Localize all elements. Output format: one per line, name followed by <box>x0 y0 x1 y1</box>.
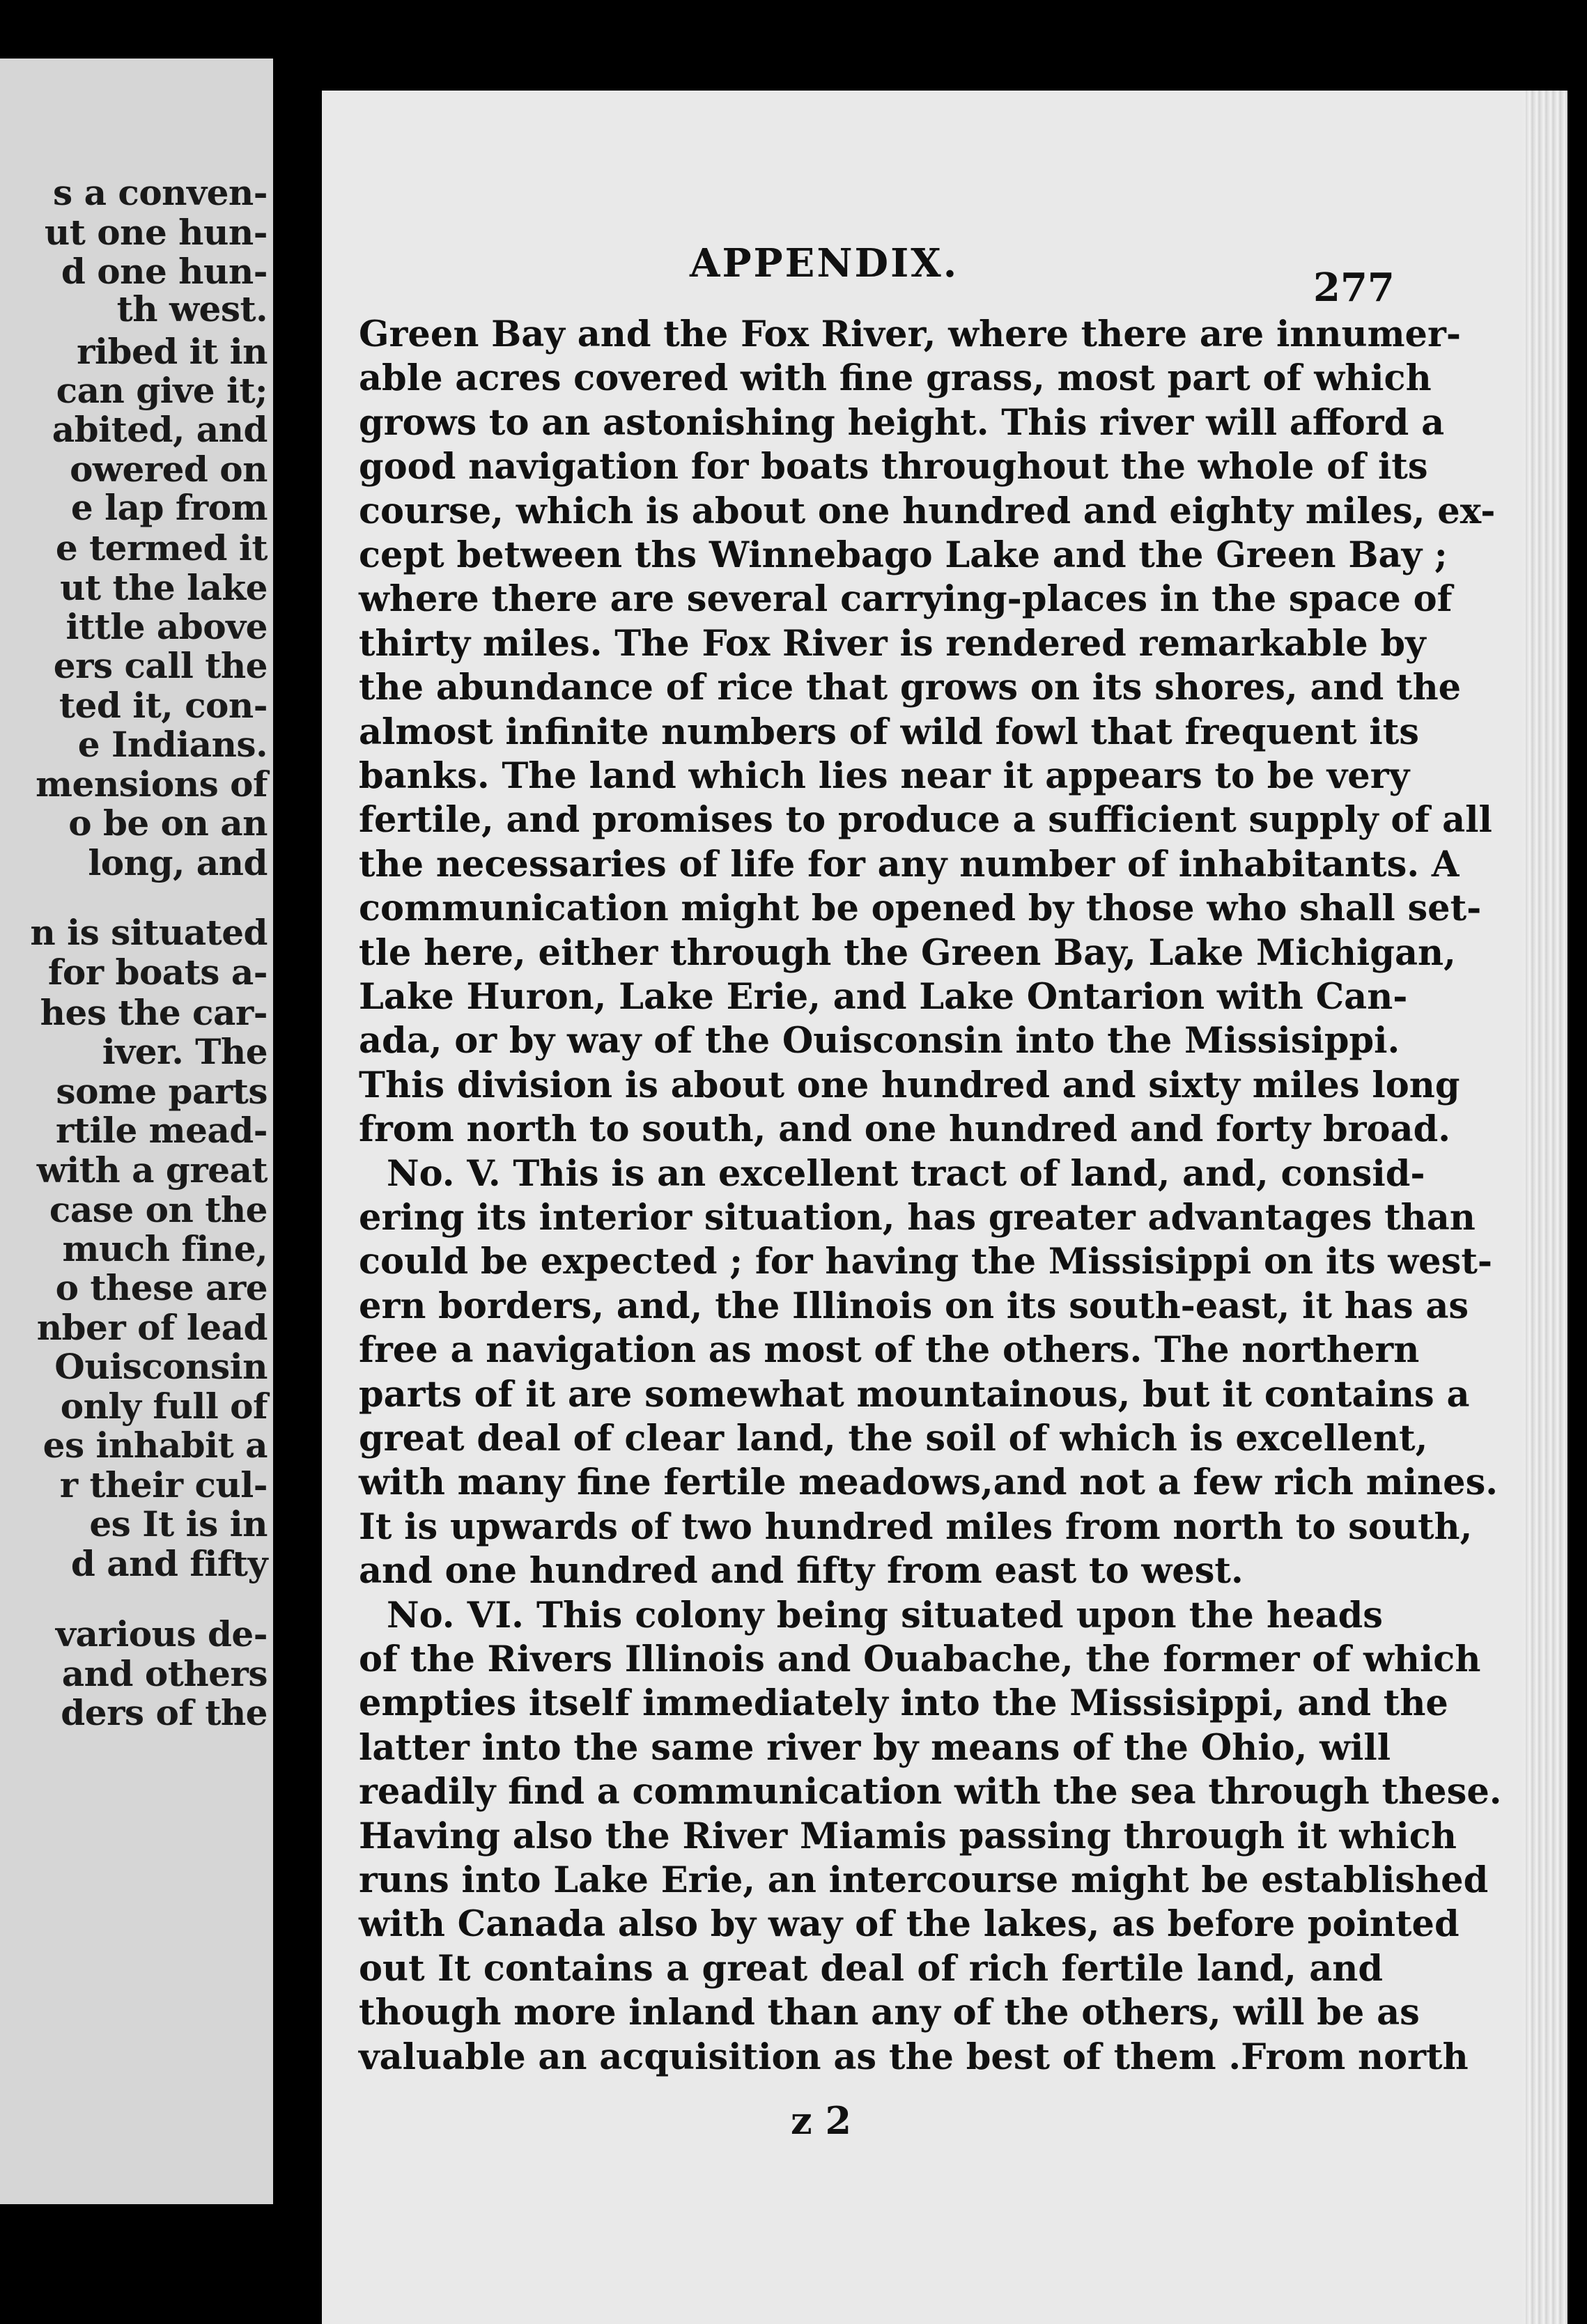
body-line: able acres covered with fine grass, most part of which <box>359 357 1432 399</box>
left-page-line: ted it, con- <box>59 685 268 726</box>
body-line: No. V. This is an excellent tract of land, and, consid- <box>387 1153 1425 1195</box>
body-line: banks. The land which lies near it appears to be very <box>359 755 1410 797</box>
body-line: Lake Huron, Lake Erie, and Lake Ontarion with Can- <box>359 976 1408 1018</box>
left-page-line: s a conven- <box>53 172 268 213</box>
body-line: from north to south, and one hundred and forty broad. <box>359 1108 1450 1150</box>
body-line: with Canada also by way of the lakes, as before pointed <box>359 1903 1460 1945</box>
left-page-line: e termed it <box>55 527 268 568</box>
running-head: APPENDIX. <box>690 240 959 286</box>
body-line: ering its interior situation, has greater advantages than <box>359 1197 1476 1239</box>
left-page-line: long, and <box>88 842 268 883</box>
body-line: ern borders, and, the Illinois on its south-east, it has as <box>359 1285 1469 1327</box>
left-page-line: rtile mead- <box>56 1110 268 1151</box>
body-line: the necessaries of life for any number of inhabitants. A <box>359 844 1460 885</box>
page-number: 277 <box>1313 265 1395 311</box>
left-page-line: ribed it in <box>77 331 268 372</box>
body-line: This division is about one hundred and sixty miles long <box>359 1064 1460 1106</box>
left-page-line: ers call the <box>53 645 268 686</box>
body-line: Having also the River Miamis passing through it which <box>359 1815 1457 1857</box>
left-page-line: for boats a- <box>47 952 268 993</box>
left-page-line: abited, and <box>52 409 268 450</box>
left-page-line: iver. The <box>102 1031 268 1072</box>
left-page-line: Ouisconsin <box>54 1346 268 1387</box>
body-line: parts of it are somewhat mountainous, but it contains a <box>359 1374 1470 1416</box>
body-line: valuable an acquisition as the best of them .From north <box>359 2036 1469 2078</box>
body-line: Green Bay and the Fox River, where there are innumer- <box>359 313 1462 355</box>
left-page-line: case on the <box>49 1189 268 1230</box>
body-line: latter into the same river by means of the Ohio, will <box>359 1727 1391 1769</box>
body-line: communication might be opened by those who shall set- <box>359 888 1482 929</box>
left-page-line: o these are <box>55 1267 268 1308</box>
body-line: empties itself immediately into the Missisippi, and the <box>359 1682 1448 1724</box>
body-line: thirty miles. The Fox River is rendered remarkable by <box>359 623 1426 665</box>
left-page-line: can give it; <box>56 370 268 411</box>
left-page-line: ittle above <box>65 606 268 647</box>
left-page-line: ut the lake <box>60 567 268 608</box>
body-line: grows to an astonishing height. This river will afford a <box>359 402 1445 444</box>
signature-mark: z 2 <box>791 2098 852 2143</box>
left-page-line: owered on <box>70 449 268 490</box>
left-page-line: ut one hun- <box>44 212 268 253</box>
body-line: great deal of clear land, the soil of which is excellent, <box>359 1418 1428 1459</box>
left-page-line: mensions of <box>36 764 268 805</box>
left-page-line: and others <box>61 1653 268 1694</box>
left-page-line: nber of lead <box>36 1307 268 1348</box>
left-page-line: o be on an <box>68 803 268 844</box>
body-line: free a navigation as most of the others. The northern <box>359 1329 1420 1371</box>
left-page-line: r their cul- <box>59 1464 268 1505</box>
left-page-line: es inhabit a <box>42 1425 268 1466</box>
body-line: of the Rivers Illinois and Ouabache, the former of which <box>359 1639 1481 1680</box>
left-page-line: e Indians. <box>77 724 268 765</box>
body-line: though more inland than any of the others, will be as <box>359 1992 1420 2034</box>
body-line: runs into Lake Erie, an intercourse might be established <box>359 1859 1489 1901</box>
body-line: ada, or by way of the Ouisconsin into the Missisippi. <box>359 1020 1400 1062</box>
left-page-line: es It is in <box>89 1503 268 1544</box>
left-page-line: hes the car- <box>40 992 268 1033</box>
left-facing-page <box>0 59 273 2204</box>
left-page-line: ders of the <box>61 1692 268 1733</box>
left-page-line: d and fifty <box>70 1543 268 1584</box>
body-line: fertile, and promises to produce a sufficient supply of all <box>359 799 1492 841</box>
left-page-line: much fine, <box>62 1228 268 1269</box>
left-page-line: with a great <box>36 1149 268 1191</box>
left-page-line: some parts <box>56 1071 268 1112</box>
body-line: No. VI. This colony being situated upon the heads <box>387 1595 1383 1636</box>
left-page-line: only full of <box>60 1386 268 1427</box>
left-page-line: n is situated <box>30 912 268 953</box>
body-line: cept between ths Winnebago Lake and the Green Bay ; <box>359 534 1448 576</box>
body-line: It is upwards of two hundred miles from north to south, <box>359 1506 1473 1548</box>
body-line: could be expected ; for having the Missisippi on its west- <box>359 1241 1493 1283</box>
left-page-line: d one hun- <box>61 251 268 292</box>
body-line: with many fine fertile meadows,and not a few rich mines. <box>359 1462 1499 1503</box>
body-line: tle here, either through the Green Bay, Lake Michigan, <box>359 932 1456 974</box>
body-line: out It contains a great deal of rich fertile land, and <box>359 1948 1383 1990</box>
body-line: good navigation for boats throughout the whole of its <box>359 446 1428 488</box>
body-line: readily find a communication with the sea through these. <box>359 1771 1502 1813</box>
body-line: course, which is about one hundred and eighty miles, ex- <box>359 490 1496 532</box>
page-edge-stack <box>1526 91 1567 2324</box>
left-page-line: th west. <box>116 288 268 330</box>
left-page-line: various de- <box>55 1613 268 1655</box>
body-line: the abundance of rice that grows on its shores, and the <box>359 667 1462 708</box>
left-page-line: e lap from <box>70 487 268 528</box>
body-line: almost infinite numbers of wild fowl that frequent its <box>359 711 1419 753</box>
body-line: and one hundred and fifty from east to west. <box>359 1550 1244 1592</box>
body-line: where there are several carrying-places in the space of <box>359 578 1453 620</box>
